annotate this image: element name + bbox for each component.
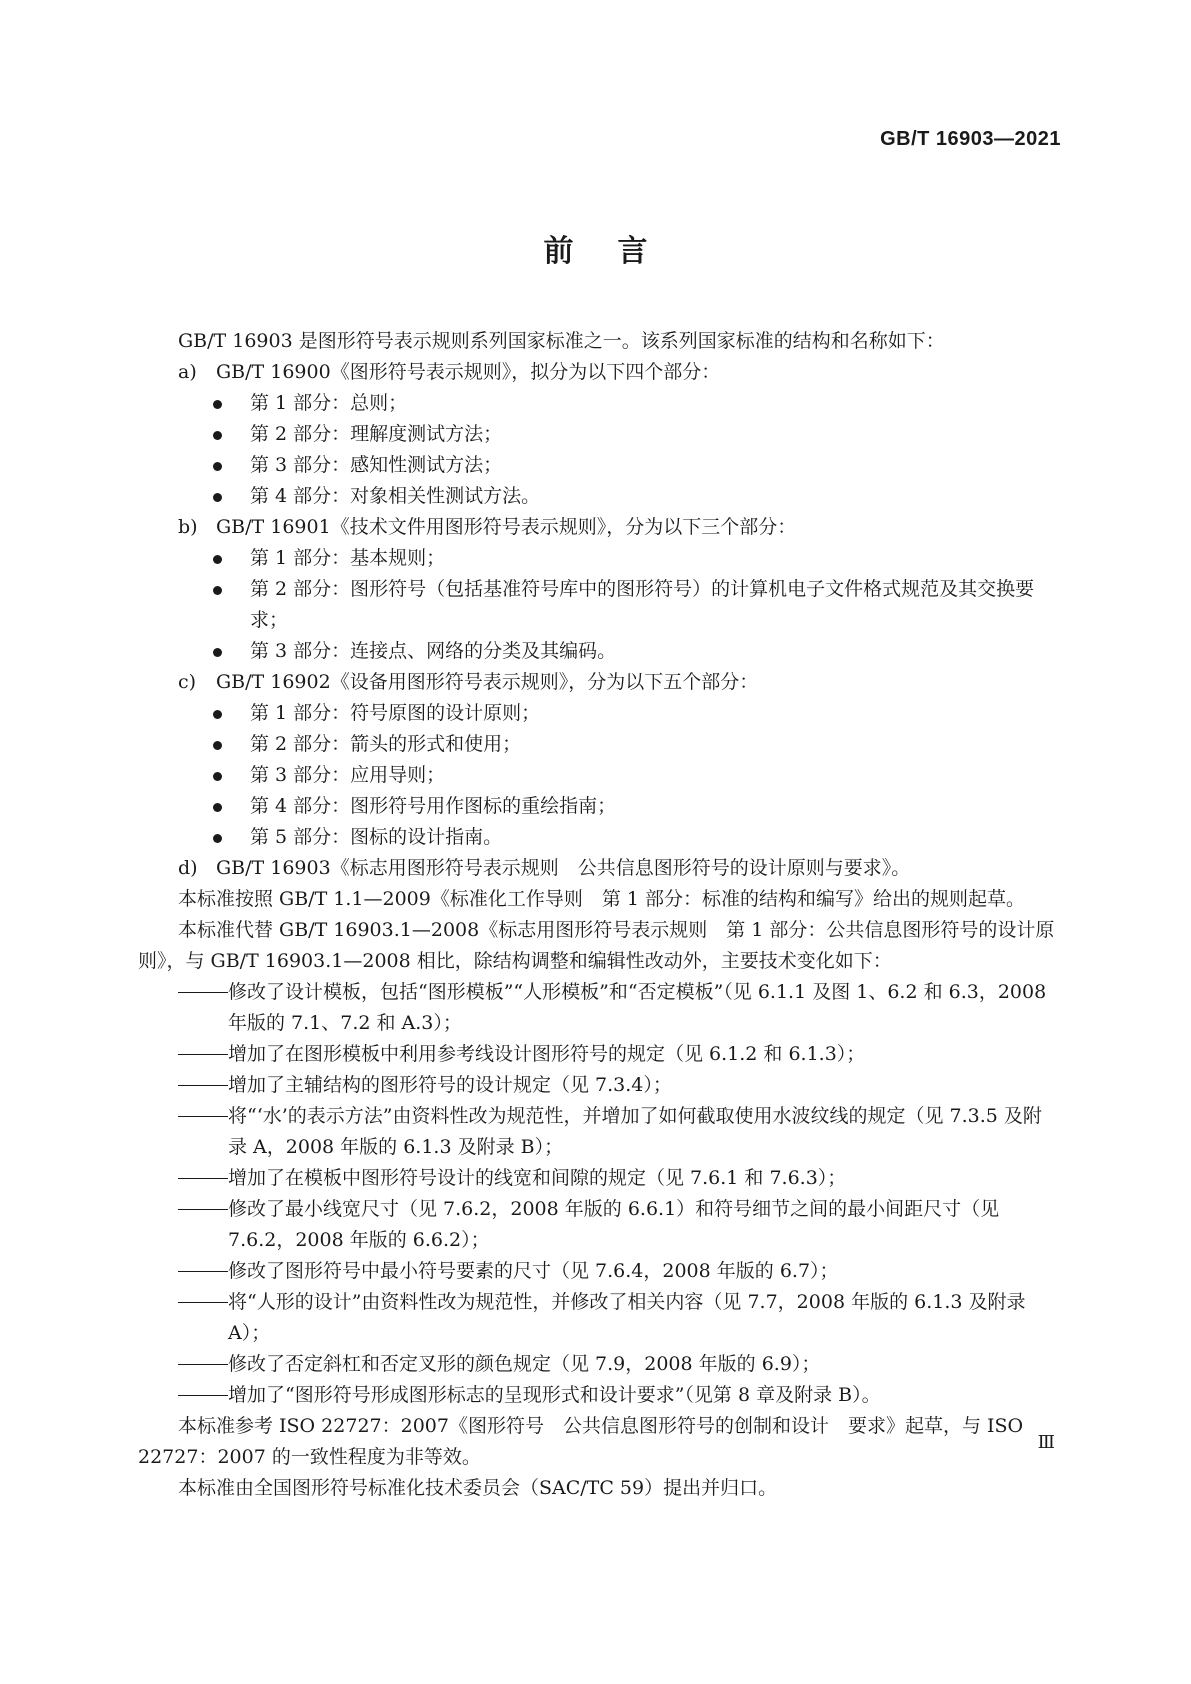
bullet-text: 第 1 部分：总则；: [250, 392, 408, 414]
series-item: [138, 357, 1058, 388]
bullet-item: [138, 574, 1058, 636]
bullet-text: 第 2 部分：图形符号（包括基准符号库中的图形符号）的计算机电子文件格式规范及其交换要求；: [250, 578, 1035, 631]
bullet-text: 第 3 部分：感知性测试方法；: [250, 454, 503, 476]
replacement-note: 本标准代替 GB/T 16903.1—2008《标志用图形符号表示规则 第 1 部分：公共信息图形符号的设计原则》，与 GB/T 16903.1—2008 相比，除结构调整和编辑性改动外，主要技术变化如下：: [138, 919, 1055, 972]
bullet-icon: [213, 834, 222, 843]
dash-icon: [178, 1085, 228, 1086]
standard-code: GB/T 16903—2021: [880, 128, 1061, 150]
series-item: [138, 853, 1058, 884]
dash-icon: [178, 1116, 228, 1117]
bullet-icon: [213, 741, 222, 750]
bullet-text: 第 4 部分：对象相关性测试方法。: [250, 485, 541, 507]
document-body: [138, 326, 1058, 1504]
bullet-icon: [213, 462, 222, 471]
changes-list: [138, 977, 1058, 1411]
change-text: 将“‘水’的表示方法”由资料性改为规范性，并增加了如何截取使用水波纹线的规定（见 7.3.5 及附录 A，2008 年版的 6.1.3 及附录 B）；: [228, 1105, 1042, 1158]
series-item: [138, 512, 1058, 543]
series-list: [138, 357, 1058, 884]
bullet-text: 第 1 部分：基本规则；: [250, 547, 446, 569]
bullet-item: [138, 543, 1058, 574]
bullet-icon: [213, 772, 222, 781]
bullet-text: 第 2 部分：箭头的形式和使用；: [250, 733, 522, 755]
change-text: 修改了设计模板，包括“图形模板”“人形模板”和“否定模板”（见 6.1.1 及图 1、6.2 和 6.3，2008 年版的 7.1、7.2 和 A.3）；: [228, 981, 1047, 1034]
change-text: 将“人形的设计”由资料性改为规范性，并修改了相关内容（见 7.7，2008 年版的 6.1.3 及附录 A）；: [228, 1291, 1026, 1344]
change-item: [138, 1256, 1058, 1287]
dash-icon: [178, 1178, 228, 1179]
change-item: [138, 1039, 1058, 1070]
change-text: 修改了最小线宽尺寸（见 7.6.2，2008 年版的 6.6.1）和符号细节之间的最小间距尺寸（见 7.6.2，2008 年版的 6.6.2）；: [228, 1198, 1000, 1251]
page-title: 前言: [543, 234, 692, 269]
change-text: 增加了在图形模板中利用参考线设计图形符号的规定（见 6.1.2 和 6.1.3）；: [228, 1043, 866, 1065]
bullet-text: 第 3 部分：应用导则；: [250, 764, 446, 786]
bullet-item: [138, 419, 1058, 450]
drafting-note: 本标准按照 GB/T 1.1—2009《标准化工作导则 第 1 部分：标准的结构和编写》给出的规则起草。: [178, 888, 1026, 910]
bullet-icon: [213, 431, 222, 440]
bullet-item: [138, 822, 1058, 853]
bullet-text: 第 4 部分：图形符号用作图标的重绘指南；: [250, 795, 617, 817]
change-item: [138, 1380, 1058, 1411]
intro-paragraph: GB/T 16903 是图形符号表示规则系列国家标准之一。该系列国家标准的结构和名称如下：: [178, 330, 945, 352]
bullet-icon: [213, 493, 222, 502]
change-text: 增加了主辅结构的图形符号的设计规定（见 7.3.4）；: [228, 1074, 672, 1096]
bullet-icon: [213, 803, 222, 812]
bullet-icon: [213, 555, 222, 564]
bullet-item: [138, 636, 1058, 667]
series-item: [138, 667, 1058, 698]
change-text: 修改了图形符号中最小符号要素的尺寸（见 7.6.4，2008 年版的 6.7）；: [228, 1260, 839, 1282]
series-marker: d): [178, 857, 198, 879]
bullet-item: [138, 729, 1058, 760]
change-item: [138, 1349, 1058, 1380]
reference-note: 本标准参考 ISO 22727：2007《图形符号 公共信息图形符号的创制和设计 要求》起草，与 ISO 22727：2007 的一致性程度为非等效。: [138, 1415, 1024, 1468]
series-title: GB/T 16900《图形符号表示规则》，拟分为以下四个部分：: [216, 361, 721, 383]
bullet-text: 第 1 部分：符号原图的设计原则；: [250, 702, 541, 724]
bullet-item: [138, 791, 1058, 822]
dash-icon: [178, 1209, 228, 1210]
series-marker: b): [178, 516, 198, 538]
series-title: GB/T 16902《设备用图形符号表示规则》，分为以下五个部分：: [216, 671, 759, 693]
bullet-icon: [213, 710, 222, 719]
change-item: [138, 1163, 1058, 1194]
bullet-text: 第 3 部分：连接点、网络的分类及其编码。: [250, 640, 617, 662]
bullet-item: [138, 760, 1058, 791]
bullet-item: [138, 698, 1058, 729]
bullet-item: [138, 481, 1058, 512]
change-item: [138, 1194, 1058, 1256]
change-item: [138, 1287, 1058, 1349]
page-number: Ⅲ: [1037, 1432, 1055, 1453]
series-marker: c): [178, 671, 197, 693]
change-item: [138, 1070, 1058, 1101]
bullet-text: 第 5 部分：图标的设计指南。: [250, 826, 503, 848]
bullet-item: [138, 388, 1058, 419]
proposer-note: 本标准由全国图形符号标准化技术委员会（SAC/TC 59）提出并归口。: [178, 1477, 778, 1499]
bullet-icon: [213, 586, 222, 595]
dash-icon: [178, 992, 228, 993]
series-title: GB/T 16903《标志用图形符号表示规则 公共信息图形符号的设计原则与要求》。: [216, 857, 911, 879]
dash-icon: [178, 1395, 228, 1396]
dash-icon: [178, 1302, 228, 1303]
series-title: GB/T 16901《技术文件用图形符号表示规则》，分为以下三个部分：: [216, 516, 797, 538]
bullet-item: [138, 450, 1058, 481]
change-item: [138, 977, 1058, 1039]
dash-icon: [178, 1054, 228, 1055]
bullet-icon: [213, 400, 222, 409]
change-item: [138, 1101, 1058, 1163]
change-text: 修改了否定斜杠和否定叉形的颜色规定（见 7.9，2008 年版的 6.9）；: [228, 1353, 821, 1375]
bullet-text: 第 2 部分：理解度测试方法；: [250, 423, 503, 445]
dash-icon: [178, 1271, 228, 1272]
dash-icon: [178, 1364, 228, 1365]
change-text: 增加了在模板中图形符号设计的线宽和间隙的规定（见 7.6.1 和 7.6.3）；: [228, 1167, 847, 1189]
series-marker: a): [178, 361, 197, 383]
change-text: 增加了“图形符号形成图形标志的呈现形式和设计要求”（见第 8 章及附录 B）。: [228, 1384, 881, 1406]
bullet-icon: [213, 648, 222, 657]
